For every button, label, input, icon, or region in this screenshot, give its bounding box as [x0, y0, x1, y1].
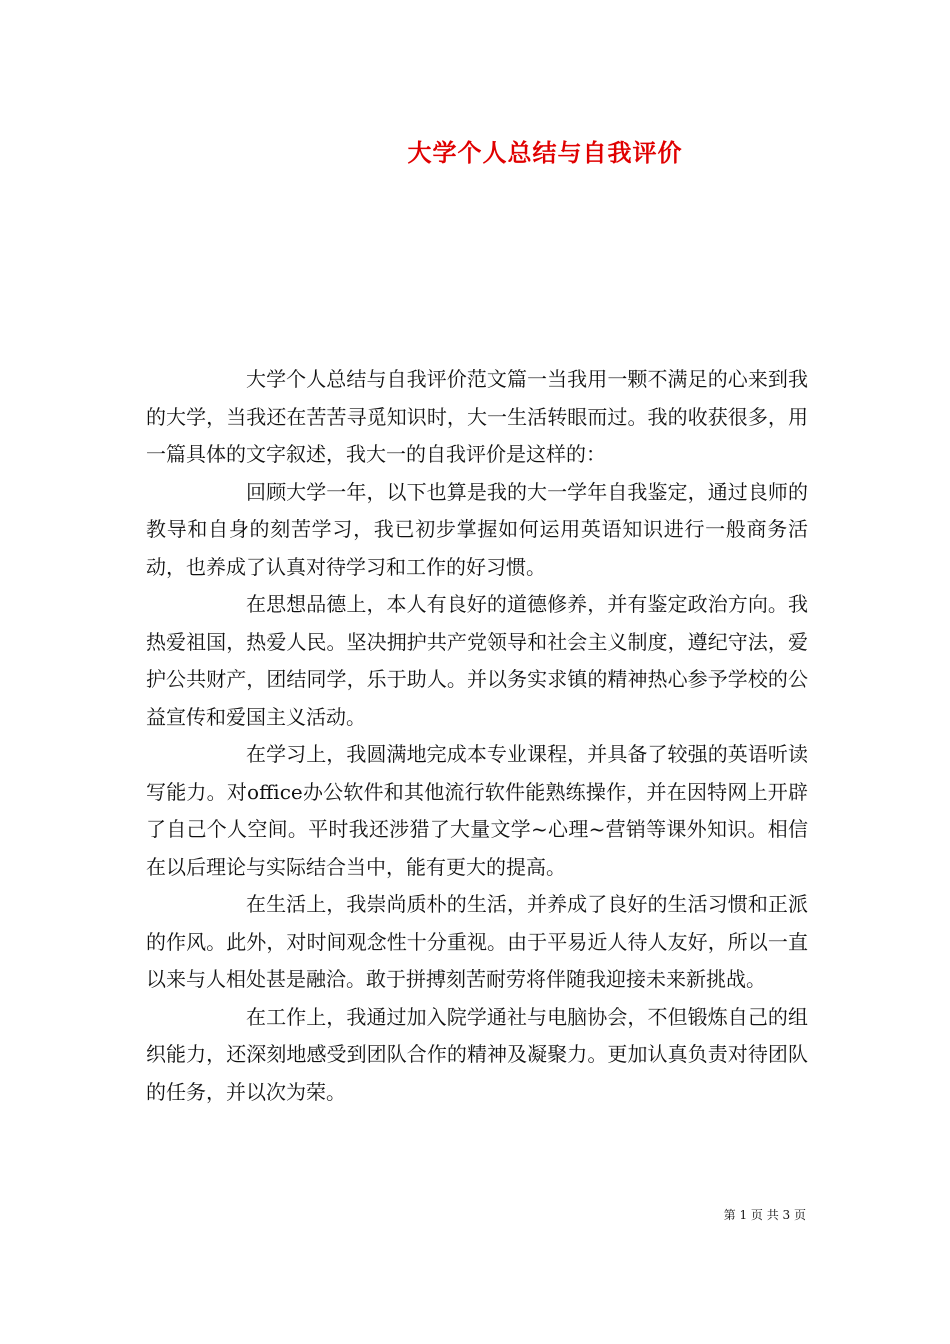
paragraph: 回顾大学一年，以下也算是我的大一学年自我鉴定，通过良师的教导和自身的刻苦学习，我已初步掌握如何运用英语知识进行一般商务活动，也养成了认真对待学习和工作的好习惯。 — [146, 479, 808, 579]
document-body — [146, 361, 808, 1111]
page-number-footer: 第 1 页 共 3 页 — [723, 1208, 806, 1222]
paragraph: 在思想品德上，本人有良好的道德修养，并有鉴定政治方向。我热爱祖国，热爱人民。坚决拥护共产党领导和社会主义制度，遵纪守法，爱护公共财产，团结同学，乐于助人。并以务实求镇的精神热心参予学校的公益宣传和爱国主义活动。 — [146, 592, 808, 729]
paragraph: 大学个人总结与自我评价范文篇一当我用一颗不满足的心来到我的大学，当我还在苦苦寻觅知识时，大一生活转眼而过。我的收获很多，用一篇具体的文字叙述，我大一的自我评价是这样的： — [146, 367, 808, 466]
paragraph: 在生活上，我崇尚质朴的生活，并养成了良好的生活习惯和正派的作风。此外，对时间观念性十分重视。由于平易近人待人友好，所以一直以来与人相处甚是融洽。敢于拼搏刻苦耐劳将伴随我迎接未来新挑战。 — [146, 892, 808, 991]
paragraph: 在工作上，我通过加入院学通社与电脑协会，不但锻炼自己的组织能力，还深刻地感受到团队合作的精神及凝聚力。更加认真负责对待团队的任务，并以次为荣。 — [146, 1004, 808, 1104]
paragraph: 在学习上，我圆满地完成本专业课程，并具备了较强的英语听读写能力。对office办公软件和其他流行软件能熟练操作，并在因特网上开辟了自己个人空间。平时我还涉猎了大量文学~心理~营销等课外知识。相信在以后理论与实际结合当中，能有更大的提高。 — [146, 742, 808, 879]
document-title: 大学个人总结与自我评价 — [407, 138, 683, 167]
